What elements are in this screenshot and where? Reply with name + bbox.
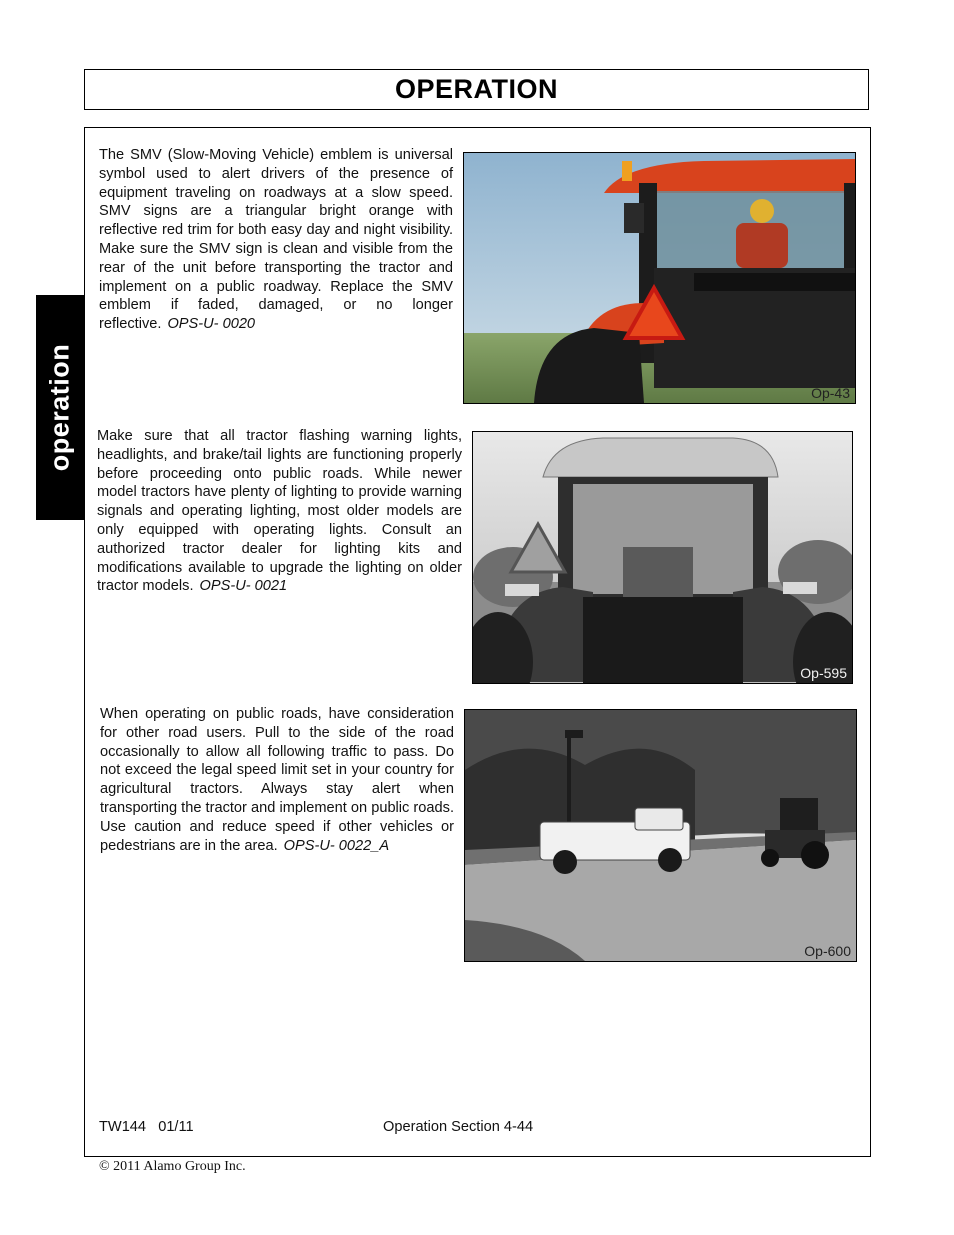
public-roads-code: OPS-U- 0022_A xyxy=(283,837,390,854)
tractor-lights-photo xyxy=(472,431,853,684)
photo-label-op600: Op-600 xyxy=(804,943,851,959)
smv-tractor-illustration xyxy=(464,153,855,403)
side-tab xyxy=(36,295,84,520)
section-page-number: Operation Section 4-44 xyxy=(383,1119,534,1135)
lights-paragraph xyxy=(97,427,462,596)
copyright-notice: © 2011 Alamo Group Inc. xyxy=(99,1159,246,1174)
page-title: OPERATION xyxy=(394,74,558,104)
header-box xyxy=(84,69,869,110)
photo-label-op43: Op-43 xyxy=(811,385,850,401)
public-roads-paragraph xyxy=(100,705,454,855)
smv-tractor-photo xyxy=(463,152,856,404)
smv-code: OPS-U- 0020 xyxy=(167,316,256,333)
lights-code: OPS-U- 0021 xyxy=(199,578,288,595)
road-traffic-illustration xyxy=(465,710,856,961)
tractor-rear-illustration xyxy=(473,432,852,683)
side-tab-label: operation xyxy=(44,343,75,472)
smv-text: The SMV (Slow-Moving Vehicle) emblem is universal symbol used to alert drivers of the presence of equipment traveling on roadways at a slow speed. SMV signs are a triangular bright orange with reflective red trim for both easy day and night visibility. Make sure the SMV sign is clean and visible from the rear of the unit before transporting the tractor and implement on a public roadway. Replace the SMV emblem if faded, damaged, or no longer reflective. xyxy=(99,147,453,333)
lights-text: Make sure that all tractor flashing warning lights, headlights, and brake/tail lights are functioning properly before proceeding onto public roads. While newer model tractors have plenty of lighting to provide warning signals and operating lighting, most older models are only equipped with operating lights. Consult an authorized tractor dealer for lighting kits and modifications available to upgrade the lighting on older tractor models. xyxy=(97,428,462,595)
smv-paragraph xyxy=(99,146,453,334)
public-roads-text: When operating on public roads, have consideration for other road users. Pull to the side of the road occasionally to allow all following traffic to pass. Do not exceed the legal speed limit set in your country for agricultural tractors. Always stay alert when transporting the tractor and implement on public roads. Use caution and reduce speed if other vehicles or pedestrians are in the area. xyxy=(100,706,454,854)
photo-label-op595: Op-595 xyxy=(800,665,847,681)
document-code: TW144 01/11 xyxy=(99,1119,194,1135)
road-traffic-photo xyxy=(464,709,857,962)
